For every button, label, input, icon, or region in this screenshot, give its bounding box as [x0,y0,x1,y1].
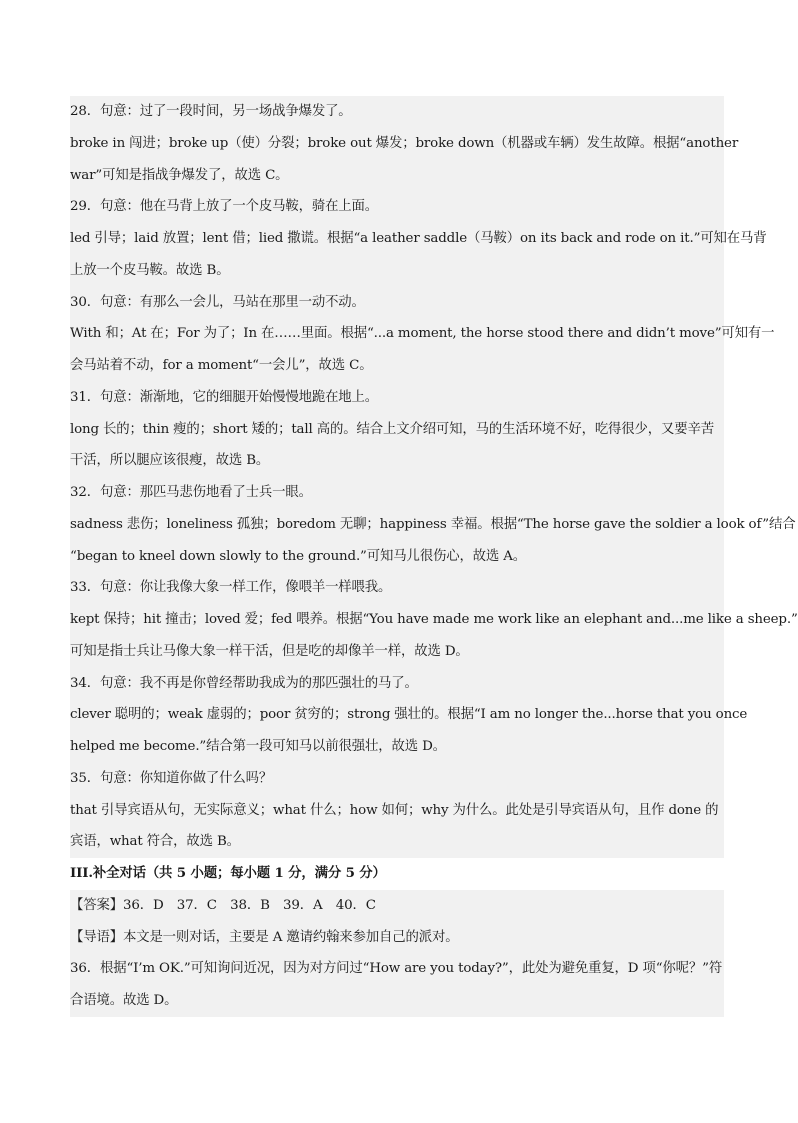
text-line: kept 保持；hit 撞击；loved 爱；fed 喂养。根据“You have made me work like an elephant and...me like a sheep.” [70,604,724,636]
text-line: 合语境。故选 D。 [70,985,724,1017]
text-line: 29．句意：他在马背上放了一个皮马鞍，骑在上面。 [70,191,724,223]
text-line: 上放一个皮马鞍。故选 B。 [70,255,724,287]
text-line: “began to kneel down slowly to the ground.”可知马儿很伤心，故选 A。 [70,541,724,573]
text-line: 31．句意：渐渐地，它的细腿开始慢慢地跪在地上。 [70,382,724,414]
document-page [70,96,798,1017]
text-line: long 长的；thin 瘦的；short 矮的；tall 高的。结合上文介绍可知，马的生活环境不好，吃得很少，又要辛苦 [70,414,724,446]
text-line: helped me become.”结合第一段可知马以前很强壮，故选 D。 [70,731,724,763]
text-line: 36．根据“I’m OK.”可知询问近况，因为对方问过“How are you today?”，此处为避免重复，D 项“你呢？”符 [70,953,724,985]
text-line: war”可知是指战争爆发了，故选 C。 [70,160,724,192]
text-line: With 和；At 在；For 为了；In 在……里面。根据“...a moment, the horse stood there and didn’t move”可知有一 [70,318,724,350]
text-line: 可知是指士兵让马像大象一样干活，但是吃的却像羊一样，故选 D。 [70,636,724,668]
text-line: 34．句意：我不再是你曾经帮助我成为的那匹强壮的马了。 [70,668,724,700]
text-line: 28．句意：过了一段时间，另一场战争爆发了。 [70,96,724,128]
text-line: 宾语，what 符合，故选 B。 [70,826,724,858]
text-line: clever 聪明的；weak 虚弱的；poor 贫穷的；strong 强壮的。根据“I am no longer the...horse that you once [70,699,724,731]
text-line: 30．句意：有那么一会儿，马站在那里一动不动。 [70,287,724,319]
text-line: 干活，所以腿应该很瘦，故选 B。 [70,445,724,477]
text-line: 32．句意：那匹马悲伤地看了士兵一眼。 [70,477,724,509]
text-line: that 引导宾语从句，无实际意义；what 什么；how 如何；why 为什么。此处是引导宾语从句，且作 done 的 [70,795,724,827]
text-line: broke in 闯进；broke up（使）分裂；broke out 爆发；broke down（机器或车辆）发生故障。根据“another [70,128,724,160]
section-heading: III.补全对话（共 5 小题；每小题 1 分，满分 5 分） [70,865,386,881]
text-line: 会马站着不动，for a moment“一会儿”，故选 C。 [70,350,724,382]
text-line: sadness 悲伤；loneliness 孤独；boredom 无聊；happiness 幸福。根据“The horse gave the soldier a look of”结合 [70,509,724,541]
text-line: 【答案】36．D 37．C 38．B 39．A 40．C [70,890,724,922]
text-line: led 引导；laid 放置；lent 借；lied 撒谎。根据“a leather saddle（马鞍）on its back and rode on it.”可知在马背 [70,223,724,255]
text-line: 35．句意：你知道你做了什么吗？ [70,763,724,795]
text-line: 【导语】本文是一则对话，主要是 A 邀请约翰来参加自己的派对。 [70,922,724,954]
text-line: 33．句意：你让我像大象一样工作，像喂羊一样喂我。 [70,572,724,604]
